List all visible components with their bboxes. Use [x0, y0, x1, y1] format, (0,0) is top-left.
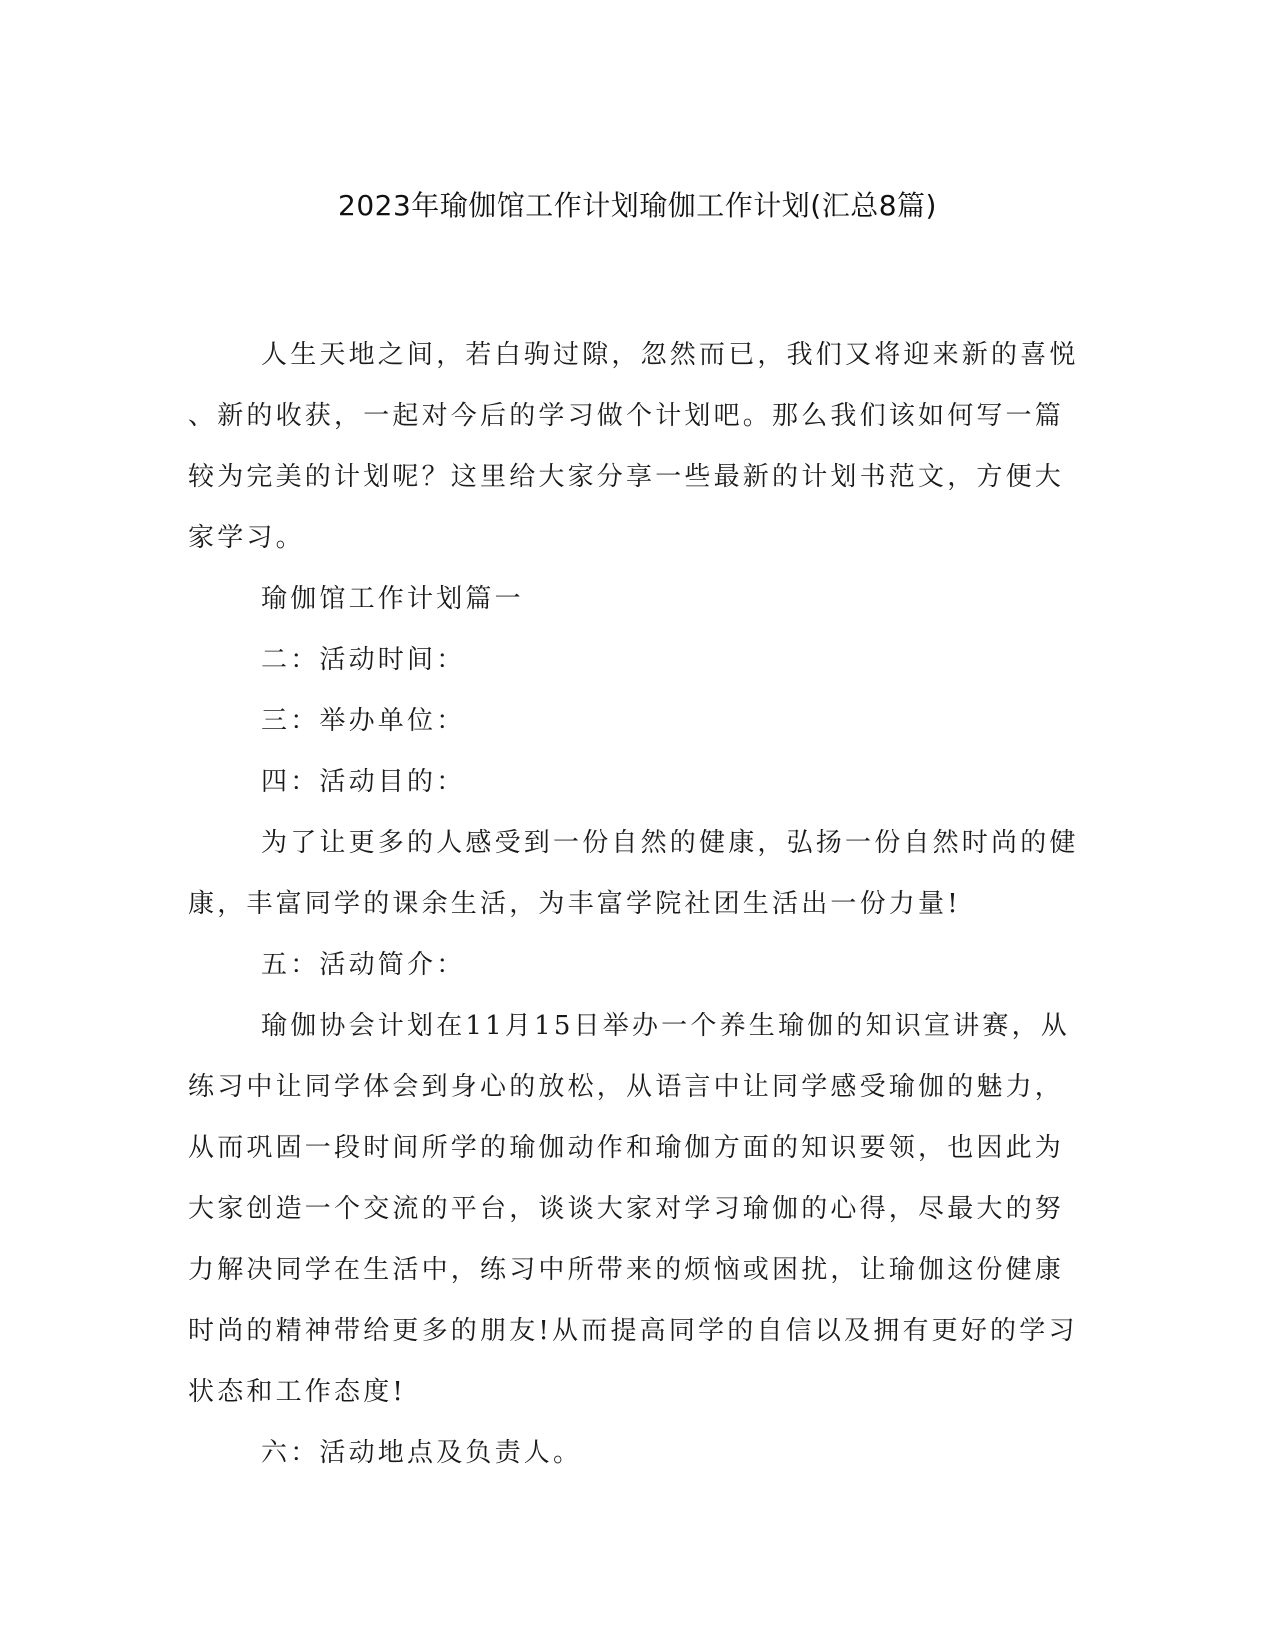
body-line: 人生天地之间，若白驹过隙，忽然而已，我们又将迎来新的喜悦 [261, 340, 1079, 370]
body-line: 状态和工作态度! [188, 1377, 407, 1407]
body-line: 四：活动目的： [261, 767, 466, 797]
body-line: 五：活动简介： [261, 950, 466, 980]
body-line: 瑜伽协会计划在11月15日举办一个养生瑜伽的知识宣讲赛，从 [261, 1011, 1070, 1041]
body-line: 时尚的精神带给更多的朋友!从而提高同学的自信以及拥有更好的学习 [188, 1316, 1078, 1346]
document-title: 2023年瑜伽馆工作计划瑜伽工作计划(汇总8篇) [338, 189, 937, 222]
body-line: 六：活动地点及负责人。 [261, 1438, 583, 1468]
body-line: 康，丰富同学的课余生活，为丰富学院社团生活出一份力量! [188, 889, 961, 919]
body-line: 练习中让同学体会到身心的放松，从语言中让同学感受瑜伽的魅力， [188, 1072, 1065, 1102]
body-line: 、新的收获，一起对今后的学习做个计划吧。那么我们该如何写一篇 [188, 401, 1065, 431]
body-line: 大家创造一个交流的平台，谈谈大家对学习瑜伽的心得，尽最大的努 [188, 1194, 1065, 1224]
body-line: 较为完美的计划呢？这里给大家分享一些最新的计划书范文，方便大 [188, 462, 1065, 492]
body-line: 力解决同学在生活中，练习中所带来的烦恼或困扰，让瑜伽这份健康 [188, 1255, 1065, 1285]
body-line: 为了让更多的人感受到一份自然的健康，弘扬一份自然时尚的健 [261, 828, 1079, 858]
body-line: 三：举办单位： [261, 706, 466, 736]
body-line: 家学习。 [188, 523, 305, 553]
document-body [188, 325, 1088, 1484]
body-line: 瑜伽馆工作计划篇一 [261, 584, 524, 614]
body-line: 从而巩固一段时间所学的瑜伽动作和瑜伽方面的知识要领，也因此为 [188, 1133, 1065, 1163]
body-line: 二：活动时间： [261, 645, 466, 675]
